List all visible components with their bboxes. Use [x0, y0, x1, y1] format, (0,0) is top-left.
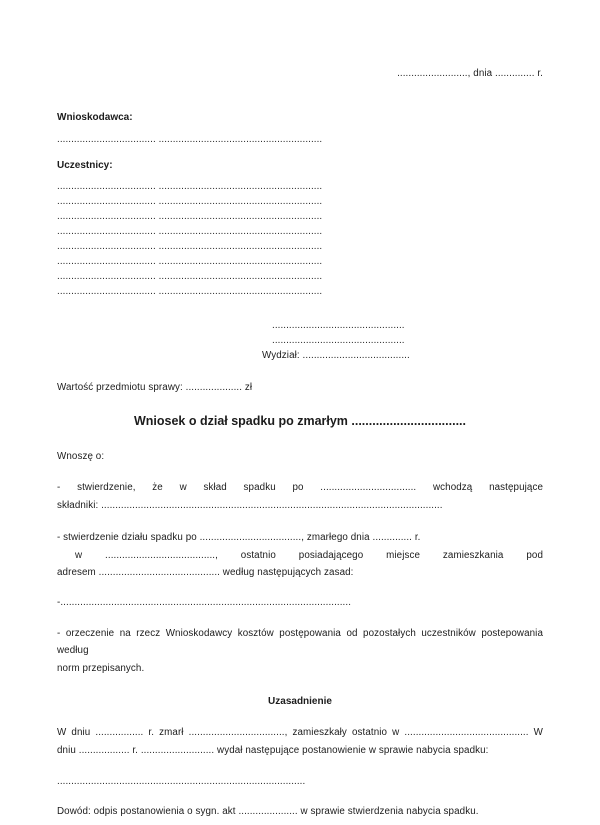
- paragraph-line: - stwierdzenie działu spadku po ...................................., zmarłego dnia .............. r.: [57, 532, 421, 543]
- participant-fill-line: ................................... ..........................................................: [57, 181, 323, 192]
- participant-fill-line: ................................... ..........................................................: [57, 271, 323, 282]
- ruling-fill-line: ........................................................................................: [57, 776, 306, 787]
- paragraph-line: składniki: .........................................................................................................................: [57, 499, 443, 511]
- court-fill-line-2: ...............................................: [272, 335, 405, 346]
- applicant-fill-line: ................................... ..........................................................: [57, 134, 323, 145]
- petition-composition-paragraph: [57, 479, 543, 514]
- justification-heading: Uzasadnienie: [268, 696, 332, 707]
- court-fill-line-1: ...............................................: [272, 320, 405, 331]
- participant-fill-line: ................................... ..........................................................: [57, 211, 323, 222]
- court-block: [262, 318, 543, 363]
- date-line: ........................., dnia .............. r.: [397, 68, 543, 79]
- participant-fill-line: ................................... ..........................................................: [57, 286, 323, 297]
- participant-fill-line: ................................... ..........................................................: [57, 256, 323, 267]
- document-title: Wniosek o dział spadku po zmarłym .................................: [133, 414, 466, 428]
- case-value-line: Wartość przedmiotu sprawy: .................... zł: [57, 382, 253, 393]
- participant-fill-line: ................................... ..........................................................: [57, 241, 323, 252]
- court-division-line: Wydział: ......................................: [262, 350, 410, 361]
- dash-fill-line: -.......................................................................................................: [57, 596, 352, 608]
- paragraph-line: dniu .................. r. .......................... wydał następujące postanowienie w sprawie nabycia spadku:: [57, 744, 489, 756]
- participant-fill-line: ................................... ..........................................................: [57, 226, 323, 237]
- intro-line: Wnoszę o:: [57, 451, 105, 462]
- paragraph-line: - orzeczenie na rzecz Wnioskodawcy kosztów postępowania od pozostałych uczestników postepowania według: [57, 627, 543, 656]
- paragraph-line: W dniu ................. r. zmarł .................................., zamieszkały ostatnio w ............................................ W: [57, 727, 543, 738]
- paragraph-line: w ......................................., ostatnio posiadającego miejsce zamieszkania pod: [75, 549, 543, 561]
- paragraph-line: - stwierdzenie, że w skład spadku po .................................. wchodzą następujące: [57, 482, 543, 493]
- petition-costs-paragraph: [57, 625, 543, 678]
- participants-list: [57, 179, 543, 299]
- petition-division-paragraph: [57, 529, 543, 582]
- evidence-line: Dowód: odpis postanowienia o sygn. akt ..................... w sprawie stwierdzenia nabycia spadku.: [57, 806, 479, 817]
- paragraph-line: norm przepisanych.: [57, 662, 145, 674]
- applicant-label: Wnioskodawca:: [57, 112, 133, 123]
- justification-paragraph: [57, 724, 543, 759]
- participant-fill-line: ................................... ..........................................................: [57, 196, 323, 207]
- paragraph-line: adresem ........................................... według następujących zasad:: [57, 567, 354, 578]
- participants-label: Uczestnicy:: [57, 160, 113, 171]
